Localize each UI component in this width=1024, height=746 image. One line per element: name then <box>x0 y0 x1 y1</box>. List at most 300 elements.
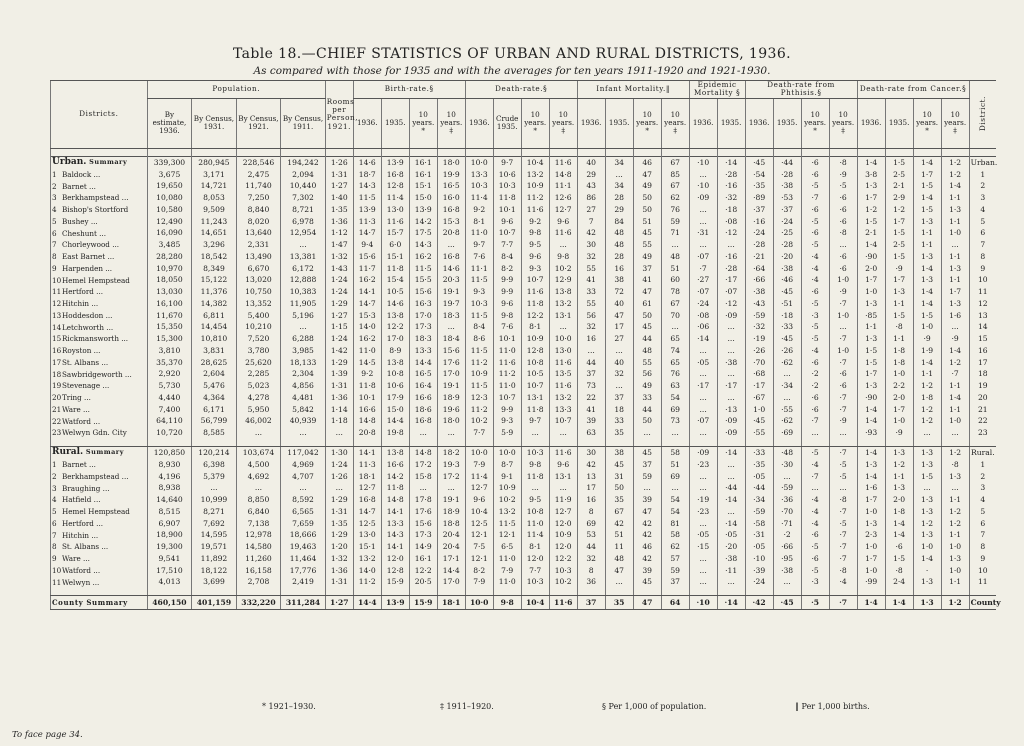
data-cell: ... <box>605 345 633 357</box>
data-cell: 7,400 <box>147 404 192 416</box>
data-cell: 10·1 <box>493 333 521 345</box>
data-cell: 5,476 <box>192 380 237 392</box>
gap-cell <box>829 148 857 156</box>
data-cell: 1·4 <box>913 192 941 204</box>
data-cell: 10,750 <box>236 286 281 298</box>
data-cell: 1·7 <box>885 404 913 416</box>
data-cell: 14·8 <box>381 494 409 506</box>
gap-cell <box>773 439 801 447</box>
data-cell: 11·6 <box>381 216 409 228</box>
data-cell: ·68 <box>745 368 773 380</box>
data-cell: 1·4 <box>913 286 941 298</box>
district-name: Hoddesdon ... <box>62 310 113 320</box>
data-cell: 10·9 <box>493 482 521 494</box>
data-cell: ·7 <box>941 368 969 380</box>
data-cell: 15,300 <box>147 333 192 345</box>
district-name: Bishop's Stortford <box>62 205 129 215</box>
data-cell: 62 <box>661 541 689 553</box>
data-cell: 40 <box>605 298 633 310</box>
data-cell: 9·6 <box>549 216 577 228</box>
county-cell: ·45 <box>773 596 801 610</box>
summary-cell: 67 <box>661 156 689 169</box>
summary-cell: 14·1 <box>353 446 381 459</box>
data-cell: 11·0 <box>465 227 493 239</box>
gap-cell <box>549 439 577 447</box>
data-cell: 10,210 <box>236 321 281 333</box>
data-cell: 17·3 <box>409 321 437 333</box>
data-cell: 8·1 <box>521 321 549 333</box>
district-name-cell <box>51 298 148 310</box>
data-cell: 11,892 <box>192 553 237 565</box>
gap-cell <box>51 588 148 596</box>
gap-cell <box>885 588 913 596</box>
district-right-number: 8 <box>969 541 996 553</box>
data-cell: 1·5 <box>885 553 913 565</box>
data-cell: 9·6 <box>521 251 549 263</box>
district-number: 1 <box>52 169 57 179</box>
data-cell: 8,271 <box>192 506 237 518</box>
county-cell: 1·27 <box>325 596 353 610</box>
data-cell: 17·1 <box>437 553 465 565</box>
data-cell: 9·3 <box>493 415 521 427</box>
data-cell: ... <box>689 216 717 228</box>
summary-cell: 9·7 <box>493 156 521 169</box>
data-cell: ·5 <box>829 471 857 483</box>
district-number: 10 <box>52 565 62 575</box>
cancer-col-header: 1936. <box>857 98 885 148</box>
data-cell: ... <box>549 321 577 333</box>
data-cell: 7 <box>577 216 605 228</box>
gap-cell <box>409 439 437 447</box>
district-right-number: 1 <box>969 169 996 181</box>
data-cell: 2,419 <box>281 576 326 588</box>
data-cell: 10·5 <box>521 368 549 380</box>
district-row <box>51 576 997 588</box>
gap-cell <box>941 148 969 156</box>
data-cell: 1·7 <box>857 274 885 286</box>
data-cell: 12·1 <box>465 553 493 565</box>
data-cell: 43 <box>577 180 605 192</box>
data-cell: 1·7 <box>885 216 913 228</box>
data-cell: 1·1 <box>941 380 969 392</box>
data-cell: ·19 <box>689 494 717 506</box>
data-cell: 19·6 <box>437 404 465 416</box>
data-cell: 11·6 <box>549 227 577 239</box>
data-cell: 1·4 <box>941 392 969 404</box>
data-cell: ... <box>717 506 745 518</box>
gap-cell <box>236 148 281 156</box>
district-name-cell <box>51 553 148 565</box>
data-cell: 18·8 <box>437 518 465 530</box>
data-cell: 1·3 <box>913 274 941 286</box>
data-cell: ·09 <box>717 310 745 322</box>
data-cell: 16·0 <box>437 192 465 204</box>
data-cell: ... <box>773 576 801 588</box>
data-cell: 13·2 <box>353 553 381 565</box>
data-cell: ·38 <box>773 263 801 275</box>
data-cell: 29 <box>577 169 605 181</box>
data-cell: 1·5 <box>885 310 913 322</box>
data-cell: 1·0 <box>829 345 857 357</box>
data-cell: ·8 <box>829 494 857 506</box>
data-cell: 15·7 <box>381 227 409 239</box>
data-cell: 13,490 <box>236 251 281 263</box>
data-cell: 2·5 <box>885 169 913 181</box>
data-cell: 2·5 <box>885 239 913 251</box>
data-cell: 5,950 <box>236 404 281 416</box>
county-cell: 9·8 <box>493 596 521 610</box>
data-cell: ... <box>661 427 689 439</box>
data-cell: ·34 <box>773 380 801 392</box>
gap-cell <box>689 439 717 447</box>
district-name-cell <box>51 427 148 439</box>
data-cell: 15·3 <box>353 310 381 322</box>
data-cell: 1·1 <box>913 227 941 239</box>
data-cell: 1·0 <box>857 565 885 577</box>
data-cell: 18,133 <box>281 357 326 369</box>
district-name: St. Albans ... <box>62 357 109 367</box>
data-cell: ·59 <box>773 482 801 494</box>
data-cell: 12·8 <box>381 180 409 192</box>
data-cell: 27 <box>577 204 605 216</box>
data-cell: 7·7 <box>521 565 549 577</box>
data-cell: 1·1 <box>941 576 969 588</box>
data-cell: 2,331 <box>236 239 281 251</box>
data-cell: 16·2 <box>353 274 381 286</box>
data-cell: ·11 <box>717 565 745 577</box>
data-cell: 6,288 <box>281 333 326 345</box>
gap-cell <box>549 588 577 596</box>
gap-cell <box>745 439 773 447</box>
summary-cell: 10·0 <box>493 446 521 459</box>
data-cell: 4,440 <box>147 392 192 404</box>
data-cell: ·7 <box>829 333 857 345</box>
data-cell: 19·1 <box>437 380 465 392</box>
data-cell: 11·9 <box>549 494 577 506</box>
data-cell: ·09 <box>717 427 745 439</box>
district-row <box>51 541 997 553</box>
data-cell: 11·0 <box>493 576 521 588</box>
gap-cell <box>437 148 465 156</box>
data-cell: ·71 <box>773 518 801 530</box>
district-name: Letchworth ... <box>62 322 114 332</box>
data-cell: ·26 <box>745 345 773 357</box>
table-title: Table 18.—CHIEF STATISTICS OF URBAN AND RURAL DISTRICTS, 1936. <box>233 46 791 62</box>
data-cell: ·24 <box>689 298 717 310</box>
data-cell: 46,002 <box>236 415 281 427</box>
data-cell: ·23 <box>689 459 717 471</box>
data-cell: 14,595 <box>192 529 237 541</box>
data-cell: 13·5 <box>549 368 577 380</box>
data-cell: 54 <box>661 494 689 506</box>
urban-summary-label <box>51 156 148 169</box>
data-cell: ·16 <box>717 180 745 192</box>
data-cell: ... <box>689 576 717 588</box>
data-cell: 1·7 <box>941 286 969 298</box>
data-cell: 15·3 <box>437 216 465 228</box>
phthisis-col-header: 1935. <box>773 98 801 148</box>
data-cell: 4,278 <box>236 392 281 404</box>
data-cell: 8 <box>577 506 605 518</box>
district-number: 22 <box>52 416 62 426</box>
data-cell: 19·3 <box>437 459 465 471</box>
data-cell: 1·8 <box>885 357 913 369</box>
district-row <box>51 357 997 369</box>
data-cell: 1·35 <box>325 518 353 530</box>
data-cell: 18,542 <box>192 251 237 263</box>
data-cell: 3,171 <box>192 169 237 181</box>
district-name-cell <box>51 482 148 494</box>
data-cell: 13·2 <box>549 298 577 310</box>
data-cell: ... <box>605 576 633 588</box>
birth-col-header: 10 years. * <box>409 98 437 148</box>
data-cell: ·5 <box>801 321 829 333</box>
table-body <box>51 148 1001 610</box>
district-name-cell <box>51 494 148 506</box>
data-cell: 19,463 <box>281 541 326 553</box>
data-cell: 69 <box>577 518 605 530</box>
district-number: 8 <box>52 252 57 262</box>
data-cell: 11·7 <box>353 263 381 275</box>
data-cell: 37 <box>661 576 689 588</box>
data-cell: 1·3 <box>941 204 969 216</box>
data-cell: 1·0 <box>885 415 913 427</box>
gap-cell <box>236 588 281 596</box>
data-cell: 1·24 <box>325 459 353 471</box>
data-cell: 8,515 <box>147 506 192 518</box>
county-cell: 37 <box>577 596 605 610</box>
data-cell: ·28 <box>773 169 801 181</box>
county-cell: 64 <box>661 596 689 610</box>
data-cell: 50 <box>633 204 661 216</box>
data-cell: ·7 <box>801 415 829 427</box>
data-cell: ·6 <box>829 263 857 275</box>
infant-mortality-header: Infant Mortality.‖ <box>577 81 689 99</box>
data-cell: 12·2 <box>409 565 437 577</box>
gap-cell <box>717 439 745 447</box>
district-row <box>51 459 997 471</box>
data-cell: 4,692 <box>236 471 281 483</box>
data-cell: ·6 <box>801 404 829 416</box>
data-cell: ·2 <box>801 380 829 392</box>
data-cell: 5,842 <box>281 404 326 416</box>
data-cell: 9,541 <box>147 553 192 565</box>
data-cell: 86 <box>577 192 605 204</box>
district-row <box>51 380 997 392</box>
data-cell: 16·8 <box>437 251 465 263</box>
data-cell: 11·5 <box>493 518 521 530</box>
data-cell: 37 <box>605 392 633 404</box>
data-cell: 18·3 <box>437 310 465 322</box>
data-cell: ·4 <box>801 263 829 275</box>
data-cell: 1·1 <box>885 298 913 310</box>
data-cell: ·18 <box>717 204 745 216</box>
district-row <box>51 216 997 228</box>
gap-cell <box>147 148 192 156</box>
gap-cell <box>605 439 633 447</box>
district-name-cell <box>51 576 148 588</box>
district-right-number: 6 <box>969 227 996 239</box>
data-cell: ... <box>236 427 281 439</box>
data-cell: 16·6 <box>381 459 409 471</box>
data-cell: 51 <box>661 459 689 471</box>
data-cell: ·35 <box>745 459 773 471</box>
gap-cell <box>51 148 148 156</box>
data-cell: ·6 <box>829 192 857 204</box>
data-cell: ... <box>689 553 717 565</box>
data-cell: ·08 <box>689 310 717 322</box>
data-cell: 15·0 <box>409 192 437 204</box>
data-cell: 4,856 <box>281 380 326 392</box>
data-cell: 10·2 <box>549 576 577 588</box>
data-cell: 12·1 <box>493 529 521 541</box>
data-cell: 17·3 <box>409 529 437 541</box>
data-cell: 1·14 <box>325 404 353 416</box>
gap-cell <box>381 588 409 596</box>
data-cell: 1·5 <box>913 471 941 483</box>
data-cell: 11·1 <box>549 180 577 192</box>
gap-cell <box>353 439 381 447</box>
summary-cell: 1·2 <box>941 446 969 459</box>
data-cell: 10·7 <box>521 380 549 392</box>
district-row <box>51 494 997 506</box>
data-cell: ·16 <box>717 251 745 263</box>
data-cell: ·2 <box>773 529 801 541</box>
county-cell: 14·4 <box>353 596 381 610</box>
birth-rate-header: Birth-rate.§ <box>353 81 465 99</box>
data-cell: 1·29 <box>325 357 353 369</box>
data-cell: 11,905 <box>281 298 326 310</box>
district-name-cell <box>51 380 148 392</box>
district-right-number: 4 <box>969 494 996 506</box>
district-row <box>51 192 997 204</box>
district-name: Barnet ... <box>62 460 96 470</box>
data-cell: 10·8 <box>521 357 549 369</box>
district-right-header: District. <box>969 81 996 149</box>
data-cell: 1·40 <box>325 192 353 204</box>
data-cell: ... <box>689 471 717 483</box>
data-cell: ·07 <box>689 415 717 427</box>
data-cell: ·6 <box>801 169 829 181</box>
data-cell: 1·1 <box>913 368 941 380</box>
data-cell: 11·3 <box>353 459 381 471</box>
data-cell: 1·29 <box>325 494 353 506</box>
data-cell: 16 <box>577 333 605 345</box>
data-cell: ·9 <box>829 169 857 181</box>
data-cell: 10,383 <box>281 286 326 298</box>
data-cell: 18·9 <box>437 506 465 518</box>
district-number: 18 <box>52 369 62 379</box>
data-cell: ·85 <box>857 310 885 322</box>
district-name-cell <box>51 169 148 181</box>
data-cell: 2,475 <box>236 169 281 181</box>
data-cell: 11·0 <box>353 345 381 357</box>
data-cell: 13·0 <box>549 345 577 357</box>
data-cell: 14·4 <box>437 565 465 577</box>
data-cell: ·69 <box>773 427 801 439</box>
data-cell: ·23 <box>689 506 717 518</box>
data-cell: ·32 <box>745 321 773 333</box>
district-name: Braughing ... <box>62 483 110 493</box>
district-name-cell <box>51 321 148 333</box>
gap-cell <box>689 148 717 156</box>
district-right-number: 22 <box>969 415 996 427</box>
district-right-number: 1 <box>969 459 996 471</box>
gap-cell <box>236 439 281 447</box>
summary-cell: ·14 <box>717 156 745 169</box>
data-cell: 10,080 <box>147 192 192 204</box>
data-cell: 9·7 <box>465 239 493 251</box>
data-cell: 1·1 <box>913 239 941 251</box>
data-cell: 56 <box>577 310 605 322</box>
data-cell: 16·3 <box>409 298 437 310</box>
data-cell: 2,304 <box>281 368 326 380</box>
data-cell: 60 <box>661 274 689 286</box>
data-cell: ·33 <box>773 321 801 333</box>
data-cell: 1·1 <box>941 529 969 541</box>
district-name: Stevenage ... <box>62 381 110 391</box>
data-cell: ·7 <box>829 553 857 565</box>
data-cell: 1·15 <box>325 321 353 333</box>
data-cell: 63 <box>577 427 605 439</box>
data-cell: 16,100 <box>147 298 192 310</box>
district-row <box>51 471 997 483</box>
data-cell: 30 <box>577 239 605 251</box>
county-cell: 460,150 <box>147 596 192 610</box>
district-number: 13 <box>52 310 62 320</box>
data-cell: 85 <box>661 169 689 181</box>
data-cell: ... <box>409 482 437 494</box>
data-cell: ... <box>717 392 745 404</box>
district-name: Welwyn ... <box>62 577 100 587</box>
data-cell: ... <box>941 321 969 333</box>
data-cell: 10·9 <box>465 368 493 380</box>
data-cell: 17·8 <box>409 494 437 506</box>
data-cell: 7,250 <box>236 192 281 204</box>
district-name: Royston ... <box>62 346 101 356</box>
data-cell: 73 <box>661 415 689 427</box>
data-cell: ·6 <box>829 204 857 216</box>
data-cell: ·21 <box>745 251 773 263</box>
data-cell: 1·2 <box>913 380 941 392</box>
data-cell: 11·2 <box>493 368 521 380</box>
gap-cell <box>605 588 633 596</box>
county-cell: ·7 <box>829 596 857 610</box>
data-cell: 15·6 <box>437 345 465 357</box>
data-cell: 10·7 <box>521 274 549 286</box>
district-right-number: 16 <box>969 345 996 357</box>
district-right-number: 10 <box>969 274 996 286</box>
gap-cell <box>633 439 661 447</box>
cancer-header: Death-rate from Cancer.§ <box>857 81 969 99</box>
data-cell: ·6 <box>829 216 857 228</box>
data-cell: ·5 <box>801 298 829 310</box>
data-cell: 11·0 <box>493 380 521 392</box>
summary-cell: 339,300 <box>147 156 192 169</box>
data-cell: ... <box>689 518 717 530</box>
gap-cell <box>192 588 237 596</box>
summary-cell: 194,242 <box>281 156 326 169</box>
data-cell: 14·2 <box>409 216 437 228</box>
data-cell: ·38 <box>773 565 801 577</box>
summary-cell: 40 <box>577 156 605 169</box>
district-right-number: 21 <box>969 404 996 416</box>
data-cell: 16 <box>605 263 633 275</box>
birth-col-header: 1935. <box>381 98 409 148</box>
data-cell: ·66 <box>745 274 773 286</box>
county-summary-row <box>51 596 997 610</box>
data-cell: 42 <box>605 518 633 530</box>
